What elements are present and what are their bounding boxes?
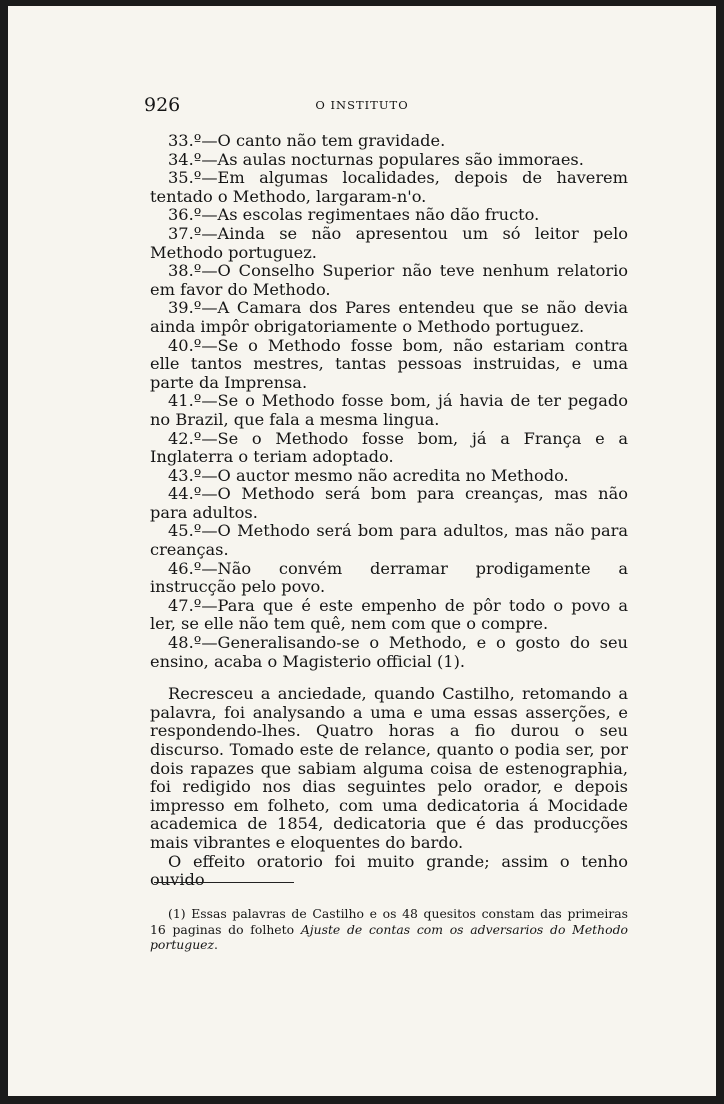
footnote [150,906,628,953]
list-item: 42.º—Se o Methodo fosse bom, já a França e a Inglaterra o teriam adoptado. [150,428,628,467]
list-item: 34.º—As aulas nocturnas populares são immoraes. [168,149,584,169]
page-number: 926 [144,94,181,116]
list-item: 33.º—O canto não tem gravidade. [168,131,446,150]
list-item: 47.º—Para que é este empenho de pôr todo o povo a ler, se elle não tem quê, nem com que o compre. [150,595,628,634]
body-paragraph: Recresceu a anciedade, quando Castilho, retomando a palavra, foi analysando a uma e uma essas asserções, e respondendo-lhes. Quatro horas a fio durou o seu discurso. Tomado este de relance, quanto o podia ser, por dois rapazes que sabiam alguma coisa de estenographia, foi redigido nos dias seguintes pelo orador, e depois impresso em folheto, com uma dedicatoria á Mocidade academica de 1854, dedicatoria que é das producções mais vibrantes e eloquentes do bardo. [150,684,628,852]
list-item: 39.º—A Camara dos Pares entendeu que se não devia ainda impôr obrigatoriamente o Methodo portuguez. [150,298,628,336]
list-item: 38.º—O Conselho Superior não teve nenhum relatorio em favor do Methodo. [150,261,628,299]
list-item: 40.º—Se o Methodo fosse bom, não estariam contra elle tantos mestres, tantas pessoas instruidas, e uma parte da Imprensa. [150,335,628,392]
list-item: 46.º—Não convém derramar prodigamente a instrucção pelo povo. [150,558,628,597]
list-item: 44.º—O Methodo será bom para creanças, mas não para adultos. [150,484,628,522]
footnote-end: . [214,937,218,953]
list-item: 36.º—As escolas regimentaes não dão fructo. [168,205,540,225]
footnote-divider [154,882,294,883]
list-item: 35.º—Em algumas localidades, depois de haverem tentado o Methodo, largaram-n'o. [150,168,628,206]
book-page [8,6,716,1096]
list-item: 43.º—O auctor mesmo não acredita no Methodo. [168,465,569,485]
footnote-text: (1) Essas palavras de Castilho e os 48 quesitos constam das primeiras 16 paginas do folheto [150,906,628,937]
body-text [150,132,628,890]
page-header [8,94,716,118]
footnote-title: Ajuste de contas com os adversarios do Methodo portuguez [150,921,628,953]
list-item: 48.º—Generalisando-se o Methodo, e o gosto do seu ensino, acaba o Magisterio official (1). [150,633,628,671]
list-item: 45.º—O Methodo será bom para adultos, mas não para creanças. [150,521,628,560]
list-item: 41.º—Se o Methodo fosse bom, já havia de ter pegado no Brazil, que fala a mesma lingua. [150,391,628,429]
body-paragraph: O effeito oratorio foi muito grande; assim o tenho ouvido [150,851,628,890]
list-item: 37.º—Ainda se não apresentou um só leitor pelo Methodo portuguez. [150,223,628,262]
running-title: O INSTITUTO [315,98,409,112]
